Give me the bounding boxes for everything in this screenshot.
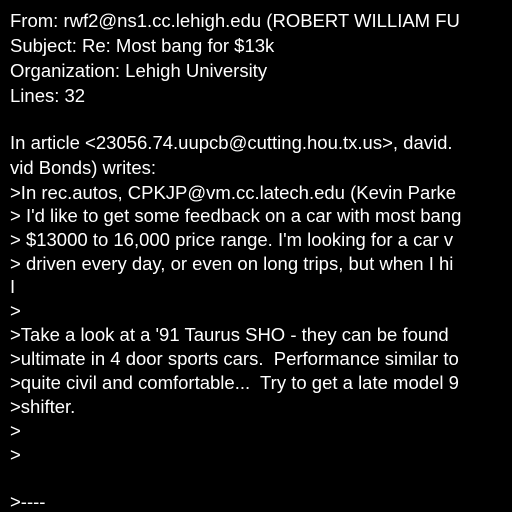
body-line: > $13000 to 16,000 price range. I'm looking for a car v — [10, 229, 454, 250]
body-line: >In rec.autos, CPKJP@vm.cc.latech.edu (Kevin Parke — [10, 182, 457, 203]
body-line: > driven every day, or even on long trips, but when I hi — [10, 253, 454, 274]
header-organization: Organization: Lehigh University — [10, 60, 268, 81]
body-line: >---- — [10, 491, 46, 512]
body-line: vid Bonds) writes: — [10, 157, 156, 178]
body-line: In article <23056.74.uupcb@cutting.hou.tx.us>, david. — [10, 132, 453, 153]
body-line: > — [10, 444, 21, 465]
body-line: >shifter. — [10, 396, 76, 417]
header-lines: Lines: 32 — [10, 85, 86, 106]
body-line: >quite civil and comfortable... Try to get a late model 9 — [10, 372, 459, 393]
body-line: > — [10, 420, 21, 441]
header-subject: Subject: Re: Most bang for $13k — [10, 35, 275, 56]
body-line: I — [10, 276, 16, 297]
body-line: >ultimate in 4 door sports cars. Performance similar to — [10, 348, 459, 369]
body-line: > — [10, 300, 21, 321]
header-from: From: rwf2@ns1.cc.lehigh.edu (ROBERT WILLIAM FU — [10, 10, 460, 31]
body-line: >Take a look at a '91 Taurus SHO - they can be found — [10, 324, 449, 345]
body-line: > I'd like to get some feedback on a car with most bang — [10, 205, 462, 226]
